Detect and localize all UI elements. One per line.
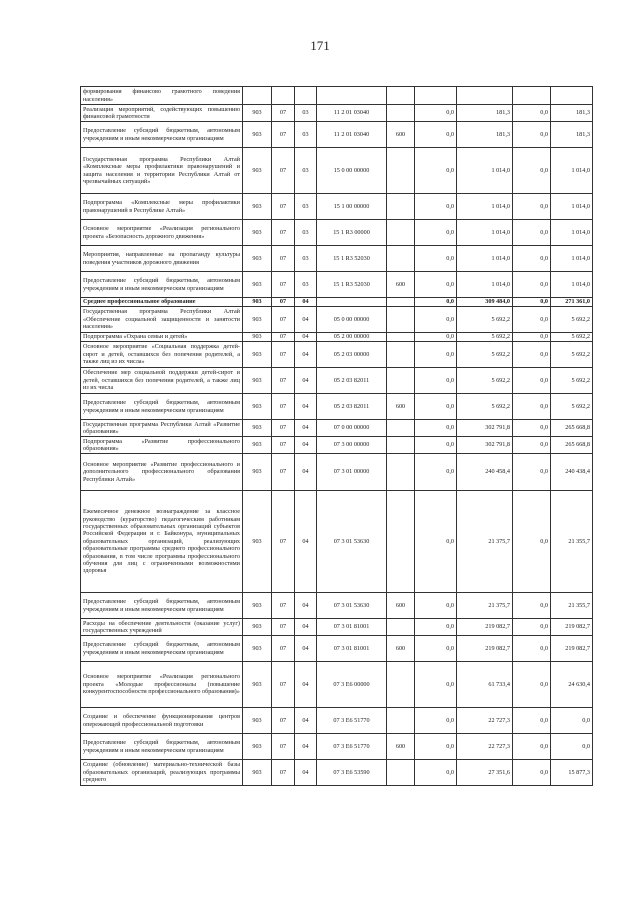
ministry-code-cell: 903: [243, 420, 272, 437]
row-name-cell: формирования финансово грамотного поведения населения»: [81, 87, 243, 105]
subsection-code-cell: 04: [295, 593, 317, 619]
amount-cell: 5 692,2: [551, 333, 593, 342]
expense-type-cell: [387, 760, 415, 786]
amount-cell: 309 484,0: [457, 298, 513, 307]
expense-type-cell: [387, 194, 415, 220]
table-row: [81, 734, 593, 760]
amount-cell: 181,3: [551, 122, 593, 148]
table-row: [81, 307, 593, 333]
amount-cell: 0,0: [513, 394, 551, 420]
section-code-cell: 07: [272, 491, 295, 593]
row-name-cell: Основное мероприятие «Социальная поддержка детей-сирот и детей, оставшихся без попечения родителей, а также лиц из их числа»: [81, 342, 243, 368]
subsection-code-cell: 04: [295, 420, 317, 437]
amount-cell: 0,0: [415, 708, 457, 734]
table-row: [81, 437, 593, 454]
row-name-cell: Подпрограмма «Комплексные меры профилактики правонарушений в Республике Алтай»: [81, 194, 243, 220]
target-article-cell: 15 0 00 00000: [317, 148, 387, 194]
amount-cell: 0,0: [513, 272, 551, 298]
subsection-code-cell: 04: [295, 454, 317, 491]
amount-cell: 181,3: [551, 105, 593, 122]
amount-cell: [415, 87, 457, 105]
section-code-cell: 07: [272, 342, 295, 368]
ministry-code-cell: 903: [243, 220, 272, 246]
subsection-code-cell: 04: [295, 491, 317, 593]
subsection-code-cell: [295, 87, 317, 105]
amount-cell: 0,0: [415, 342, 457, 368]
amount-cell: 0,0: [415, 220, 457, 246]
amount-cell: 0,0: [415, 636, 457, 662]
subsection-code-cell: 04: [295, 298, 317, 307]
amount-cell: 181,3: [457, 105, 513, 122]
expense-type-cell: 600: [387, 636, 415, 662]
table-row: [81, 333, 593, 342]
amount-cell: 0,0: [415, 246, 457, 272]
table-row: [81, 87, 593, 105]
table-row: [81, 491, 593, 593]
section-code-cell: 07: [272, 333, 295, 342]
amount-cell: 61 733,4: [457, 662, 513, 708]
expense-type-cell: [387, 333, 415, 342]
table-row: [81, 662, 593, 708]
table-row: [81, 708, 593, 734]
amount-cell: 1 014,0: [457, 194, 513, 220]
amount-cell: 1 014,0: [457, 148, 513, 194]
ministry-code-cell: 903: [243, 272, 272, 298]
target-article-cell: 07 3 E6 53590: [317, 760, 387, 786]
amount-cell: 5 692,2: [457, 333, 513, 342]
amount-cell: 265 668,8: [551, 437, 593, 454]
section-code-cell: 07: [272, 298, 295, 307]
amount-cell: 219 082,7: [457, 636, 513, 662]
ministry-code-cell: 903: [243, 333, 272, 342]
amount-cell: 0,0: [513, 636, 551, 662]
amount-cell: 0,0: [415, 619, 457, 636]
subsection-code-cell: 04: [295, 760, 317, 786]
table-row: [81, 394, 593, 420]
expense-type-cell: [387, 491, 415, 593]
section-code-cell: 07: [272, 272, 295, 298]
page-number: 171: [310, 38, 330, 53]
row-name-cell: Расходы на обеспечение деятельности (оказание услуг) государственных учреждений: [81, 619, 243, 636]
row-name-cell: Государственная программа Республики Алтай «Комплексные меры профилактики правонарушений и защита населения и территории Республики Алтай от чрезвычайных ситуаций»: [81, 148, 243, 194]
expense-type-cell: [387, 246, 415, 272]
subsection-code-cell: 04: [295, 708, 317, 734]
row-name-cell: Предоставление субсидий бюджетным, автономным учреждениям и иным некоммерческим организациям: [81, 394, 243, 420]
amount-cell: 0,0: [415, 148, 457, 194]
target-article-cell: 11 2 01 03040: [317, 105, 387, 122]
ministry-code-cell: 903: [243, 454, 272, 491]
section-code-cell: 07: [272, 368, 295, 394]
expense-type-cell: [387, 148, 415, 194]
ministry-code-cell: 903: [243, 307, 272, 333]
amount-cell: 0,0: [415, 593, 457, 619]
amount-cell: 0,0: [415, 122, 457, 148]
ministry-code-cell: 903: [243, 298, 272, 307]
amount-cell: 24 630,4: [551, 662, 593, 708]
ministry-code-cell: 903: [243, 194, 272, 220]
amount-cell: 0,0: [513, 662, 551, 708]
amount-cell: 0,0: [415, 394, 457, 420]
subsection-code-cell: 03: [295, 148, 317, 194]
table-row: [81, 105, 593, 122]
expense-type-cell: [387, 105, 415, 122]
budget-table: [80, 86, 593, 786]
amount-cell: 0,0: [513, 437, 551, 454]
target-article-cell: 05 2 03 00000: [317, 342, 387, 368]
expense-type-cell: [387, 368, 415, 394]
expense-type-cell: 600: [387, 394, 415, 420]
amount-cell: 271 361,0: [551, 298, 593, 307]
expense-type-cell: [387, 619, 415, 636]
table-row: [81, 593, 593, 619]
table-row: [81, 272, 593, 298]
target-article-cell: 15 1 00 00000: [317, 194, 387, 220]
amount-cell: 0,0: [513, 333, 551, 342]
amount-cell: 0,0: [415, 333, 457, 342]
subsection-code-cell: 04: [295, 437, 317, 454]
amount-cell: 0,0: [415, 298, 457, 307]
amount-cell: 0,0: [513, 619, 551, 636]
section-code-cell: 07: [272, 105, 295, 122]
amount-cell: 0,0: [513, 368, 551, 394]
row-name-cell: Основное мероприятие «Реализация регионального проекта «Безопасность дорожного движения»: [81, 220, 243, 246]
expense-type-cell: [387, 298, 415, 307]
amount-cell: 15 877,3: [551, 760, 593, 786]
amount-cell: 240 458,4: [457, 454, 513, 491]
expense-type-cell: [387, 708, 415, 734]
expense-type-cell: 600: [387, 122, 415, 148]
amount-cell: 1 014,0: [551, 272, 593, 298]
amount-cell: 5 692,2: [457, 394, 513, 420]
row-name-cell: Ежемесячное денежное вознаграждение за классное руководство (кураторство) педагогическим работникам государственных образовательных организаций субъектов Российской Федерации и г. Байконура, муниципальных образовательных организаций, реализующих образовательные программы среднего профессионального образования, в том числе программы профессионального обучения для лиц с ограниченными возможностями здоровья: [81, 491, 243, 593]
table-row: [81, 298, 593, 307]
section-code-cell: 07: [272, 454, 295, 491]
amount-cell: 0,0: [415, 491, 457, 593]
amount-cell: 1 014,0: [551, 148, 593, 194]
amount-cell: 1 014,0: [457, 246, 513, 272]
amount-cell: 0,0: [415, 368, 457, 394]
target-article-cell: [317, 87, 387, 105]
subsection-code-cell: 04: [295, 368, 317, 394]
target-article-cell: 07 3 01 53630: [317, 593, 387, 619]
amount-cell: 21 375,7: [457, 491, 513, 593]
target-article-cell: 05 2 03 82011: [317, 394, 387, 420]
expense-type-cell: [387, 420, 415, 437]
ministry-code-cell: 903: [243, 593, 272, 619]
amount-cell: 219 082,7: [551, 636, 593, 662]
target-article-cell: 15 1 R3 00000: [317, 220, 387, 246]
ministry-code-cell: 903: [243, 105, 272, 122]
ministry-code-cell: 903: [243, 619, 272, 636]
subsection-code-cell: 04: [295, 636, 317, 662]
row-name-cell: Обеспечение мер социальной поддержки детей-сирот и детей, оставшихся без попечения родителей, а также лиц из их числа: [81, 368, 243, 394]
row-name-cell: Предоставление субсидий бюджетным, автономным учреждениям и иным некоммерческим организациям: [81, 636, 243, 662]
section-code-cell: 07: [272, 307, 295, 333]
amount-cell: 0,0: [513, 491, 551, 593]
row-name-cell: Подпрограмма «Развитие профессионального образования»: [81, 437, 243, 454]
section-code-cell: 07: [272, 148, 295, 194]
amount-cell: 0,0: [513, 105, 551, 122]
section-code-cell: 07: [272, 734, 295, 760]
section-code-cell: 07: [272, 662, 295, 708]
expense-type-cell: 600: [387, 272, 415, 298]
table-row: [81, 148, 593, 194]
section-code-cell: 07: [272, 437, 295, 454]
amount-cell: 0,0: [513, 122, 551, 148]
amount-cell: 0,0: [551, 708, 593, 734]
amount-cell: 0,0: [513, 246, 551, 272]
ministry-code-cell: 903: [243, 636, 272, 662]
subsection-code-cell: 04: [295, 619, 317, 636]
section-code-cell: [272, 87, 295, 105]
expense-type-cell: [387, 437, 415, 454]
amount-cell: 219 082,7: [551, 619, 593, 636]
expense-type-cell: [387, 87, 415, 105]
amount-cell: 27 351,6: [457, 760, 513, 786]
amount-cell: 0,0: [415, 420, 457, 437]
amount-cell: 0,0: [513, 298, 551, 307]
target-article-cell: 05 0 00 00000: [317, 307, 387, 333]
ministry-code-cell: 903: [243, 394, 272, 420]
amount-cell: 5 692,2: [551, 342, 593, 368]
table-row: [81, 342, 593, 368]
table-body: [81, 87, 593, 786]
amount-cell: 21 375,7: [457, 593, 513, 619]
amount-cell: [513, 87, 551, 105]
expense-type-cell: [387, 662, 415, 708]
amount-cell: 302 791,8: [457, 437, 513, 454]
row-name-cell: Мероприятия, направленные на пропаганду культуры поведения участников дорожного движения: [81, 246, 243, 272]
subsection-code-cell: 03: [295, 246, 317, 272]
amount-cell: 5 692,2: [551, 394, 593, 420]
amount-cell: [457, 87, 513, 105]
amount-cell: 21 355,7: [551, 593, 593, 619]
amount-cell: 0,0: [513, 220, 551, 246]
subsection-code-cell: 04: [295, 307, 317, 333]
target-article-cell: 07 3 00 00000: [317, 437, 387, 454]
amount-cell: 0,0: [415, 272, 457, 298]
section-code-cell: 07: [272, 760, 295, 786]
target-article-cell: 07 0 00 00000: [317, 420, 387, 437]
subsection-code-cell: 03: [295, 220, 317, 246]
target-article-cell: 07 3 E6 00000: [317, 662, 387, 708]
ministry-code-cell: 903: [243, 342, 272, 368]
ministry-code-cell: [243, 87, 272, 105]
ministry-code-cell: 903: [243, 122, 272, 148]
subsection-code-cell: 03: [295, 194, 317, 220]
amount-cell: 0,0: [415, 307, 457, 333]
amount-cell: 21 355,7: [551, 491, 593, 593]
ministry-code-cell: 903: [243, 148, 272, 194]
section-code-cell: 07: [272, 394, 295, 420]
ministry-code-cell: 903: [243, 662, 272, 708]
subsection-code-cell: 04: [295, 734, 317, 760]
row-name-cell: Предоставление субсидий бюджетным, автономным учреждениям и иным некоммерческим организациям: [81, 734, 243, 760]
target-article-cell: 15 1 R3 52030: [317, 246, 387, 272]
amount-cell: 0,0: [513, 307, 551, 333]
row-name-cell: Реализация мероприятий, содействующих повышению финансовой грамотности: [81, 105, 243, 122]
amount-cell: 0,0: [415, 105, 457, 122]
subsection-code-cell: 04: [295, 662, 317, 708]
section-code-cell: 07: [272, 708, 295, 734]
row-name-cell: Основное мероприятие «Реализация регионального проекта «Молодые профессионалы (повышение конкурентоспособности профессионального образования)»: [81, 662, 243, 708]
amount-cell: 5 692,2: [457, 368, 513, 394]
amount-cell: 1 014,0: [551, 220, 593, 246]
target-article-cell: 05 2 03 82011: [317, 368, 387, 394]
amount-cell: 0,0: [513, 194, 551, 220]
ministry-code-cell: 903: [243, 734, 272, 760]
expense-type-cell: [387, 342, 415, 368]
amount-cell: 1 014,0: [457, 220, 513, 246]
section-code-cell: 07: [272, 420, 295, 437]
amount-cell: [551, 87, 593, 105]
target-article-cell: 07 3 E6 51770: [317, 734, 387, 760]
subsection-code-cell: 04: [295, 333, 317, 342]
amount-cell: 5 692,2: [457, 342, 513, 368]
table-row: [81, 246, 593, 272]
amount-cell: 181,3: [457, 122, 513, 148]
row-name-cell: Создание (обновление) материально-технической базы образовательных организаций, реализующих программы среднего: [81, 760, 243, 786]
table-row: [81, 194, 593, 220]
amount-cell: 0,0: [415, 734, 457, 760]
expense-type-cell: 600: [387, 593, 415, 619]
subsection-code-cell: 04: [295, 342, 317, 368]
amount-cell: 22 727,3: [457, 708, 513, 734]
amount-cell: 0,0: [513, 342, 551, 368]
section-code-cell: 07: [272, 246, 295, 272]
section-code-cell: 07: [272, 220, 295, 246]
target-article-cell: 07 3 01 53630: [317, 491, 387, 593]
amount-cell: 0,0: [415, 662, 457, 708]
target-article-cell: 11 2 01 03040: [317, 122, 387, 148]
table-row: [81, 760, 593, 786]
target-article-cell: 15 1 R3 52030: [317, 272, 387, 298]
row-name-cell: Предоставление субсидий бюджетным, автономным учреждениям и иным некоммерческим организациям: [81, 122, 243, 148]
amount-cell: 5 692,2: [551, 368, 593, 394]
section-code-cell: 07: [272, 194, 295, 220]
ministry-code-cell: 903: [243, 491, 272, 593]
expense-type-cell: [387, 454, 415, 491]
ministry-code-cell: 903: [243, 708, 272, 734]
target-article-cell: 07 3 01 81001: [317, 619, 387, 636]
ministry-code-cell: 903: [243, 246, 272, 272]
amount-cell: 0,0: [415, 194, 457, 220]
row-name-cell: Основное мероприятие «Развитие профессионального и дополнительного профессионального образования Республики Алтай»: [81, 454, 243, 491]
amount-cell: 0,0: [513, 454, 551, 491]
subsection-code-cell: 04: [295, 394, 317, 420]
amount-cell: 1 014,0: [551, 194, 593, 220]
amount-cell: 0,0: [415, 454, 457, 491]
section-code-cell: 07: [272, 636, 295, 662]
amount-cell: 0,0: [513, 708, 551, 734]
expense-type-cell: [387, 307, 415, 333]
ministry-code-cell: 903: [243, 368, 272, 394]
expense-type-cell: 600: [387, 734, 415, 760]
target-article-cell: 07 3 E6 51770: [317, 708, 387, 734]
amount-cell: 5 692,2: [551, 307, 593, 333]
table-row: [81, 122, 593, 148]
amount-cell: 22 727,3: [457, 734, 513, 760]
table-row: [81, 220, 593, 246]
amount-cell: 0,0: [513, 734, 551, 760]
row-name-cell: Предоставление субсидий бюджетным, автономным учреждениям и иным некоммерческим организациям: [81, 593, 243, 619]
amount-cell: 0,0: [551, 734, 593, 760]
amount-cell: 0,0: [415, 760, 457, 786]
table-row: [81, 636, 593, 662]
row-name-cell: Среднее профессиональное образование: [81, 298, 243, 307]
section-code-cell: 07: [272, 593, 295, 619]
target-article-cell: [317, 298, 387, 307]
amount-cell: 1 014,0: [551, 246, 593, 272]
subsection-code-cell: 03: [295, 122, 317, 148]
target-article-cell: 07 3 01 00000: [317, 454, 387, 491]
row-name-cell: Государственная программа Республики Алтай «Развитие образования»: [81, 420, 243, 437]
amount-cell: 0,0: [513, 760, 551, 786]
amount-cell: 0,0: [513, 593, 551, 619]
table-row: [81, 454, 593, 491]
target-article-cell: 07 3 01 81001: [317, 636, 387, 662]
table-row: [81, 368, 593, 394]
row-name-cell: Государственная программа Республики Алтай «Обеспечение социальной защищенности и занятости населения»: [81, 307, 243, 333]
section-code-cell: 07: [272, 619, 295, 636]
table-row: [81, 420, 593, 437]
row-name-cell: Создание и обеспечение функционирования центров опережающей профессиональной подготовки: [81, 708, 243, 734]
row-name-cell: Предоставление субсидий бюджетным, автономным учреждениям и иным некоммерческим организациям: [81, 272, 243, 298]
amount-cell: 240 438,4: [551, 454, 593, 491]
ministry-code-cell: 903: [243, 437, 272, 454]
amount-cell: 1 014,0: [457, 272, 513, 298]
target-article-cell: 05 2 00 00000: [317, 333, 387, 342]
table-row: [81, 619, 593, 636]
amount-cell: 302 791,8: [457, 420, 513, 437]
amount-cell: 0,0: [513, 148, 551, 194]
amount-cell: 219 082,7: [457, 619, 513, 636]
amount-cell: 5 692,2: [457, 307, 513, 333]
subsection-code-cell: 03: [295, 105, 317, 122]
ministry-code-cell: 903: [243, 760, 272, 786]
subsection-code-cell: 03: [295, 272, 317, 298]
section-code-cell: 07: [272, 122, 295, 148]
amount-cell: 0,0: [513, 420, 551, 437]
amount-cell: 0,0: [415, 437, 457, 454]
row-name-cell: Подпрограмма «Охрана семьи и детей»: [81, 333, 243, 342]
amount-cell: 265 668,8: [551, 420, 593, 437]
expense-type-cell: [387, 220, 415, 246]
